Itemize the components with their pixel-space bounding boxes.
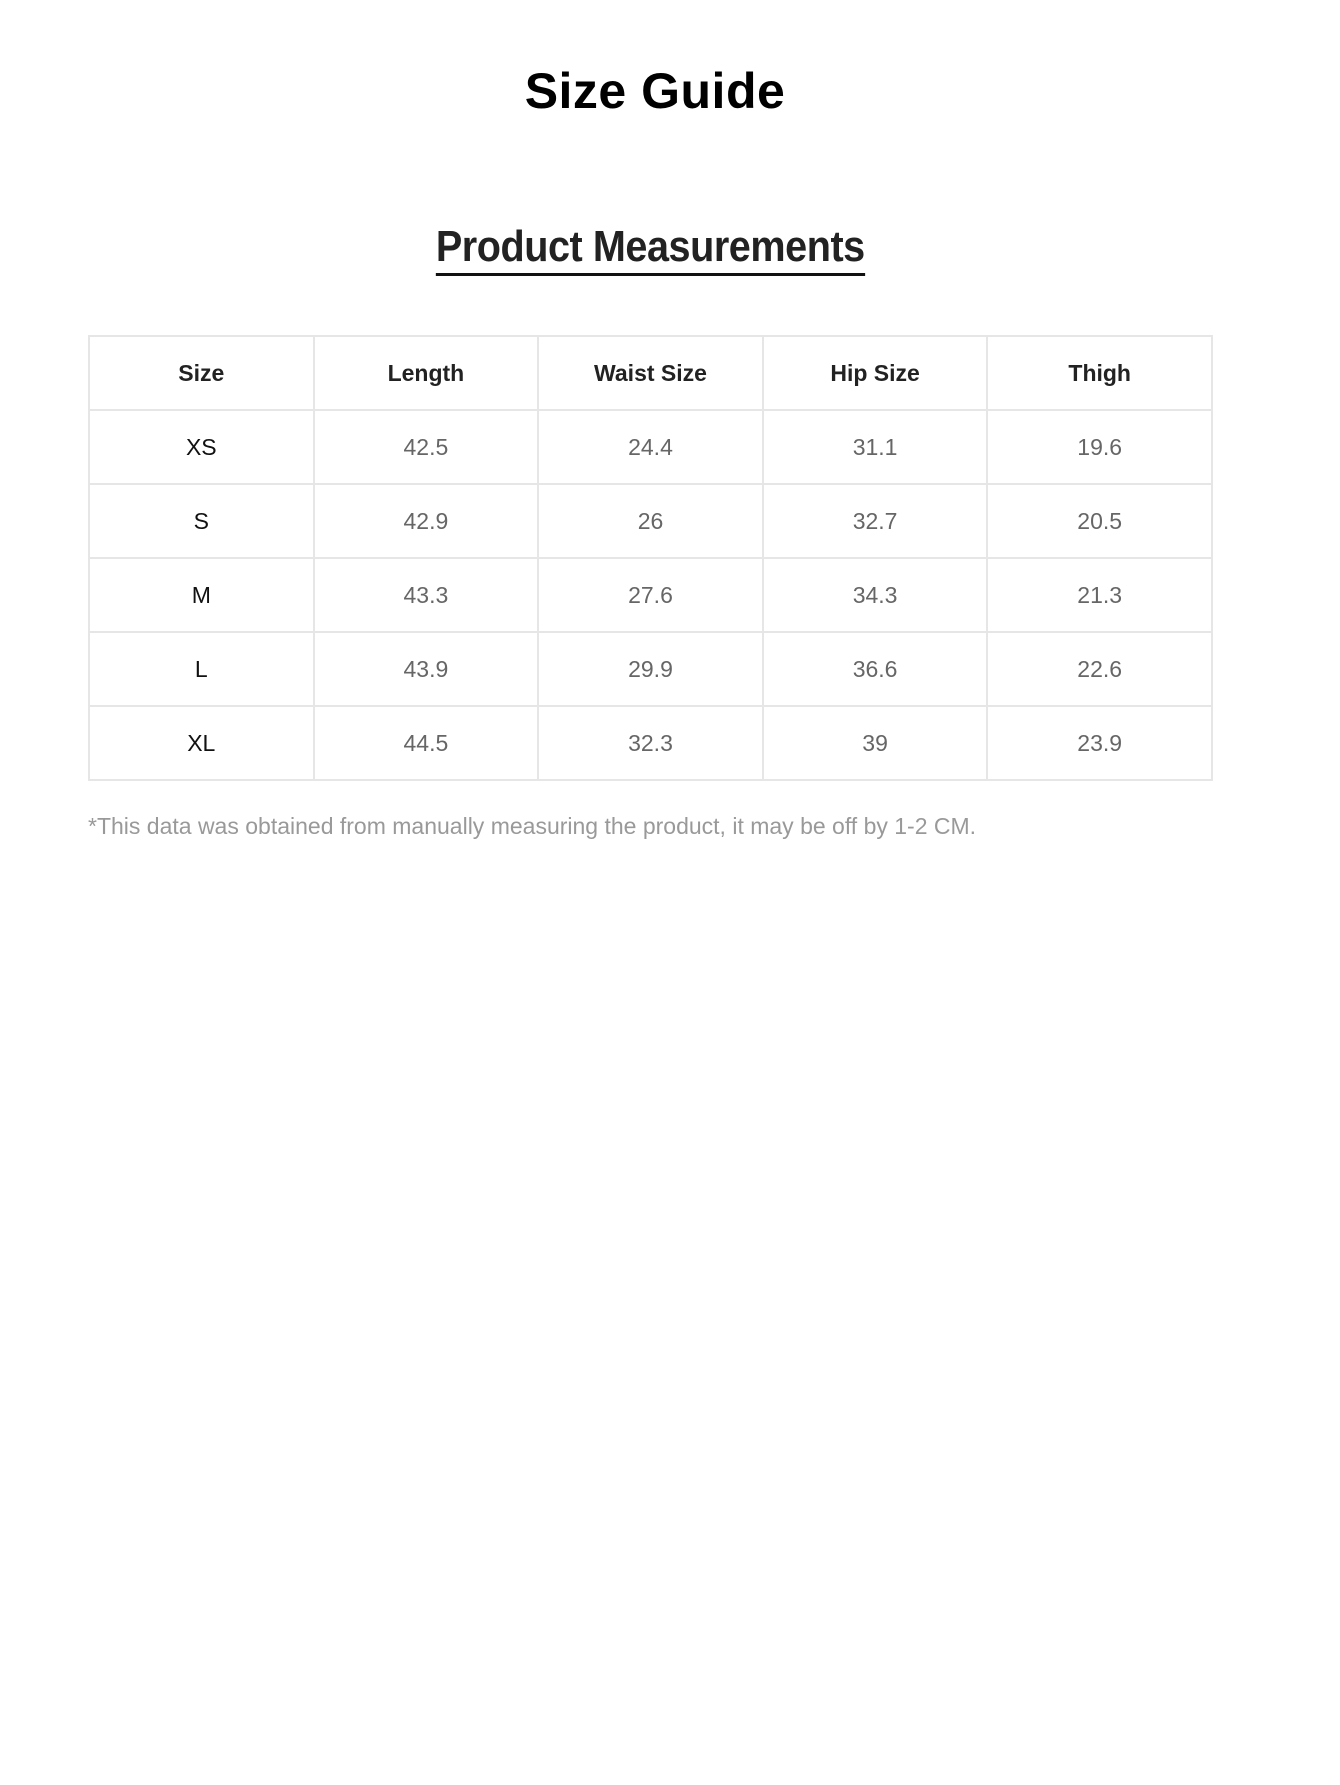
table-row — [89, 632, 1212, 706]
thigh-cell: 20.5 — [987, 484, 1212, 558]
header-length: Length — [314, 336, 539, 410]
length-cell: 42.9 — [314, 484, 539, 558]
size-cell: XS — [89, 410, 314, 484]
length-cell: 42.5 — [314, 410, 539, 484]
waist-cell: 29.9 — [538, 632, 763, 706]
waist-cell: 26 — [538, 484, 763, 558]
thigh-cell: 19.6 — [987, 410, 1212, 484]
table-row — [89, 558, 1212, 632]
thigh-cell: 23.9 — [987, 706, 1212, 780]
length-cell: 43.3 — [314, 558, 539, 632]
hip-cell: 32.7 — [763, 484, 988, 558]
hip-cell: 34.3 — [763, 558, 988, 632]
hip-cell: 39 — [763, 706, 988, 780]
thigh-cell: 21.3 — [987, 558, 1212, 632]
waist-cell: 27.6 — [538, 558, 763, 632]
size-cell: S — [89, 484, 314, 558]
page-title: Size Guide — [524, 63, 786, 119]
hip-cell: 31.1 — [763, 410, 988, 484]
length-cell: 44.5 — [314, 706, 539, 780]
section-title: Product Measurements — [436, 223, 865, 276]
length-cell: 43.9 — [314, 632, 539, 706]
header-waist-size: Waist Size — [538, 336, 763, 410]
header-size: Size — [89, 336, 314, 410]
header-thigh: Thigh — [987, 336, 1212, 410]
size-cell: XL — [89, 706, 314, 780]
waist-cell: 32.3 — [538, 706, 763, 780]
footnote: *This data was obtained from manually measuring the product, it may be off by 1-2 CM. — [88, 813, 977, 839]
size-table — [88, 335, 1213, 781]
thigh-cell: 22.6 — [987, 632, 1212, 706]
header-hip-size: Hip Size — [763, 336, 988, 410]
size-cell: L — [89, 632, 314, 706]
table-header-row — [89, 336, 1212, 410]
table-row — [89, 410, 1212, 484]
section-title-wrap — [0, 223, 1300, 276]
table-row — [89, 484, 1212, 558]
size-cell: M — [89, 558, 314, 632]
hip-cell: 36.6 — [763, 632, 988, 706]
waist-cell: 24.4 — [538, 410, 763, 484]
table-row — [89, 706, 1212, 780]
